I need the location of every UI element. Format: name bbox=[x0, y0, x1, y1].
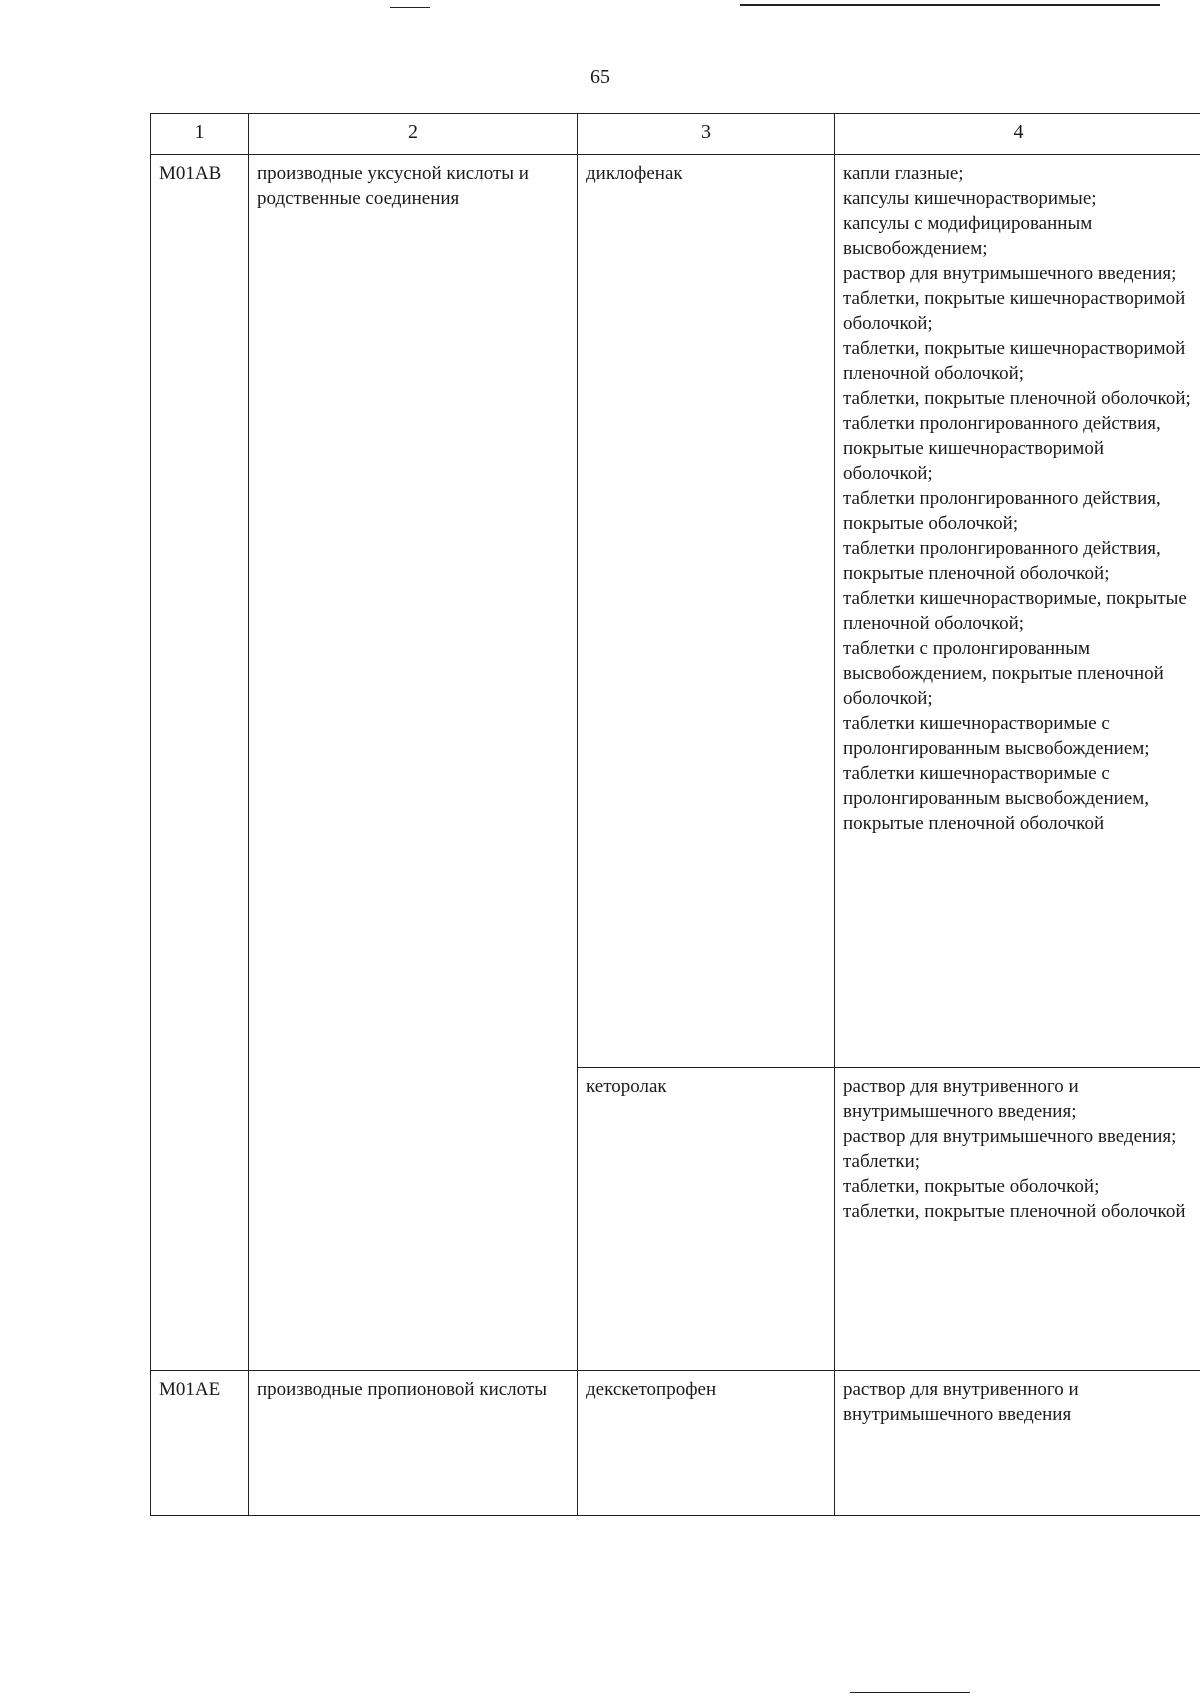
dosage-form: таблетки пролонгированного действия, покрытые оболочкой; bbox=[843, 488, 1161, 534]
dosage-form: таблетки с пролонгированным высвобождением, покрытые пленочной оболочкой; bbox=[843, 638, 1164, 709]
dosage-form: таблетки кишечнорастворимые с пролонгированным высвобождением; bbox=[843, 713, 1150, 759]
drug-name: кеторолак bbox=[578, 1068, 835, 1371]
scan-artifact-bottom-line bbox=[850, 1692, 970, 1693]
dosage-form: таблетки; bbox=[843, 1151, 921, 1172]
dosage-form: таблетки кишечнорастворимые, покрытые пленочной оболочкой; bbox=[843, 588, 1187, 634]
dosage-form: таблетки пролонгированного действия, покрытые кишечнорастворимой оболочкой; bbox=[843, 413, 1161, 484]
dosage-form: таблетки, покрытые кишечнорастворимой пленочной оболочкой; bbox=[843, 338, 1186, 384]
dosage-forms bbox=[835, 1371, 1200, 1516]
scan-artifact-top-left-line bbox=[390, 7, 430, 8]
dosage-form: раствор для внутривенного и внутримышечного введения bbox=[843, 1379, 1079, 1425]
header-row bbox=[151, 114, 1200, 155]
atc-code: M01AE bbox=[151, 1371, 249, 1516]
drug-table bbox=[150, 113, 1200, 1516]
dosage-form: раствор для внутримышечного введения; bbox=[843, 263, 1177, 284]
column-header-1: 1 bbox=[151, 114, 249, 155]
dosage-form: раствор для внутривенного и внутримышечного введения; bbox=[843, 1076, 1079, 1122]
column-header-4: 4 bbox=[835, 114, 1200, 155]
dosage-form: таблетки, покрытые оболочкой; bbox=[843, 1176, 1100, 1197]
dosage-form: таблетки, покрытые пленочной оболочкой bbox=[843, 1201, 1186, 1222]
dosage-form: капли глазные; bbox=[843, 163, 964, 184]
table-row bbox=[151, 155, 1200, 1068]
atc-code: M01AB bbox=[151, 155, 249, 1371]
dosage-forms bbox=[835, 1068, 1200, 1371]
dosage-form: таблетки пролонгированного действия, покрытые пленочной оболочкой; bbox=[843, 538, 1161, 584]
group-name: производные уксусной кислоты и родственные соединения bbox=[249, 155, 578, 1371]
column-header-3: 3 bbox=[578, 114, 835, 155]
drug-name: диклофенак bbox=[578, 155, 835, 1068]
dosage-form: капсулы кишечнорастворимые; bbox=[843, 188, 1097, 209]
dosage-form: капсулы с модифицированным высвобождением; bbox=[843, 213, 1093, 259]
dosage-form: раствор для внутримышечного введения; bbox=[843, 1126, 1177, 1147]
scan-artifact-top-line bbox=[740, 4, 1160, 6]
column-header-2: 2 bbox=[249, 114, 578, 155]
group-name: производные пропионовой кислоты bbox=[249, 1371, 578, 1516]
table-row bbox=[151, 1371, 1200, 1516]
page-number: 65 bbox=[590, 66, 610, 88]
dosage-form: таблетки, покрытые пленочной оболочкой; bbox=[843, 388, 1191, 409]
dosage-forms bbox=[835, 155, 1200, 1068]
drug-name: декскетопрофен bbox=[578, 1371, 835, 1516]
dosage-form: таблетки, покрытые кишечнорастворимой оболочкой; bbox=[843, 288, 1186, 334]
dosage-form: таблетки кишечнорастворимые с пролонгированным высвобождением, покрытые пленочной оболочкой bbox=[843, 763, 1150, 834]
